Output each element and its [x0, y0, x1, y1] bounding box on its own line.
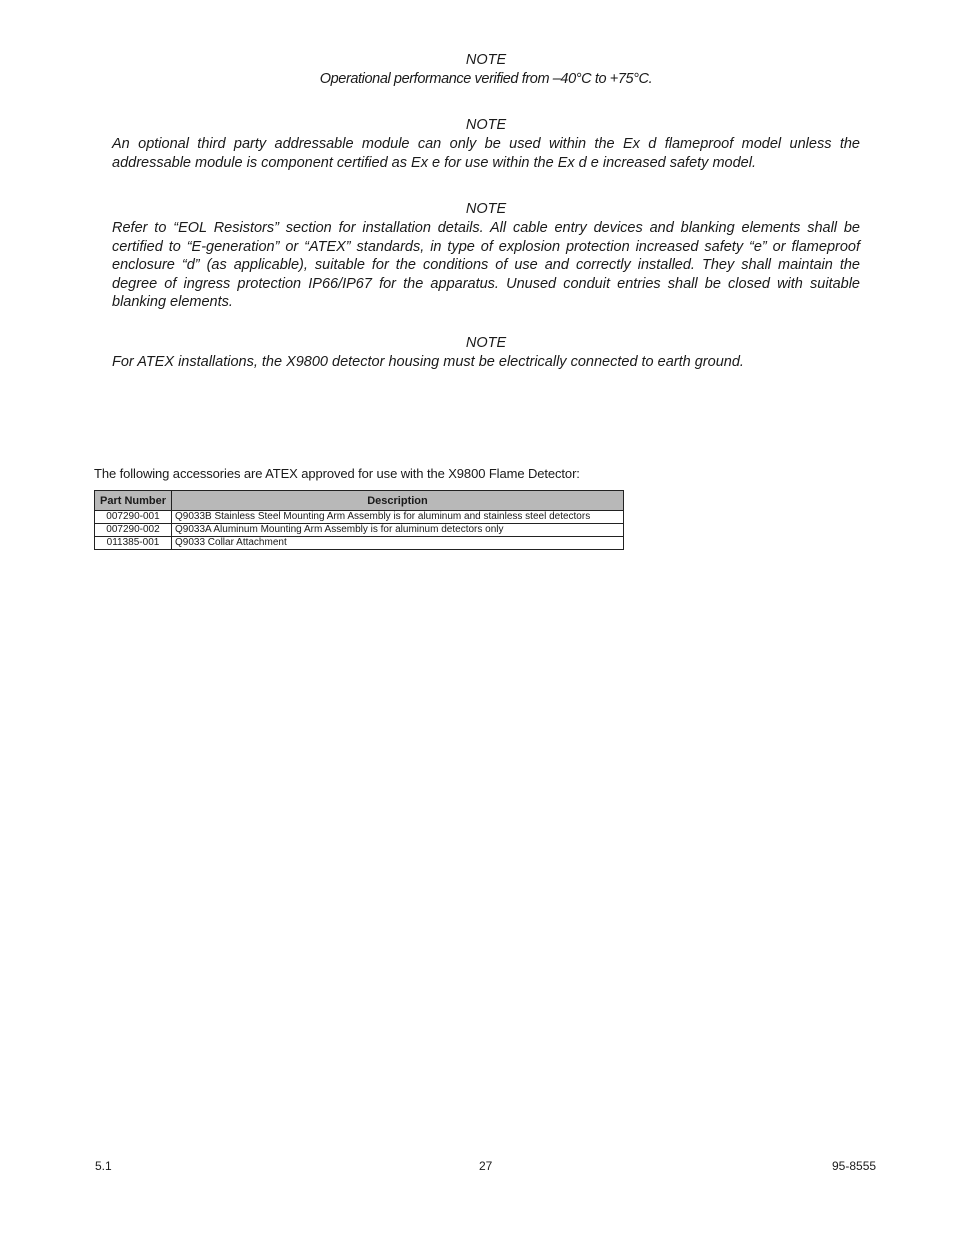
table-header-row — [95, 491, 624, 511]
note-addressable-module — [112, 116, 860, 172]
note-heading: NOTE — [465, 335, 507, 351]
footer-page-number: 27 — [479, 1159, 493, 1173]
note-text: For ATEX installations, the X9800 detector housing must be electrically connected to earth ground. — [112, 354, 744, 370]
note-text: Operational performance verified from –40°C to +75°C. — [319, 71, 653, 87]
note-heading: NOTE — [465, 52, 507, 68]
footer-document-number: 95-8555 — [832, 1159, 877, 1173]
table-row — [95, 537, 624, 550]
footer-revision: 5.1 — [95, 1159, 112, 1173]
note-text: Refer to “EOL Resistors” section for installation details. All cable entry devices and blanking elements shall be certified to “E-generation” or “ATEX” standards, in type of explosion protection increased safety “e” or flameproof enclosure “d” (as applicable), suitable for the conditions of use and correctly installed. They shall maintain the degree of ingress protection IP66/IP67 for the apparatus. Unused conduit entries shall be closed with suitable blanking elements. — [112, 220, 860, 311]
note-atex-ground — [112, 334, 860, 372]
part-number-cell: 007290-002 — [95, 524, 172, 537]
table-row — [95, 524, 624, 537]
description-cell: Q9033 Collar Attachment — [172, 537, 624, 550]
description-header: Description — [172, 491, 624, 511]
note-cable-entry — [112, 200, 860, 312]
accessories-intro: The following accessories are ATEX approved for use with the X9800 Flame Detector: — [94, 466, 580, 481]
part-number-cell: 011385-001 — [95, 537, 172, 550]
note-heading: NOTE — [465, 201, 507, 217]
part-number-cell: 007290-001 — [95, 511, 172, 524]
description-cell: Q9033B Stainless Steel Mounting Arm Assembly is for aluminum and stainless steel detectors — [172, 511, 624, 524]
note-text: An optional third party addressable module can only be used within the Ex d flameproof model unless the addressable module is component certified as Ex e for use within the Ex d e increased safety model. — [112, 136, 860, 171]
description-cell: Q9033A Aluminum Mounting Arm Assembly is for aluminum detectors only — [172, 524, 624, 537]
note-operational-performance — [112, 51, 860, 89]
part-number-header: Part Number — [95, 491, 172, 511]
accessories-table — [94, 490, 624, 550]
note-heading: NOTE — [465, 117, 507, 133]
table-row — [95, 511, 624, 524]
